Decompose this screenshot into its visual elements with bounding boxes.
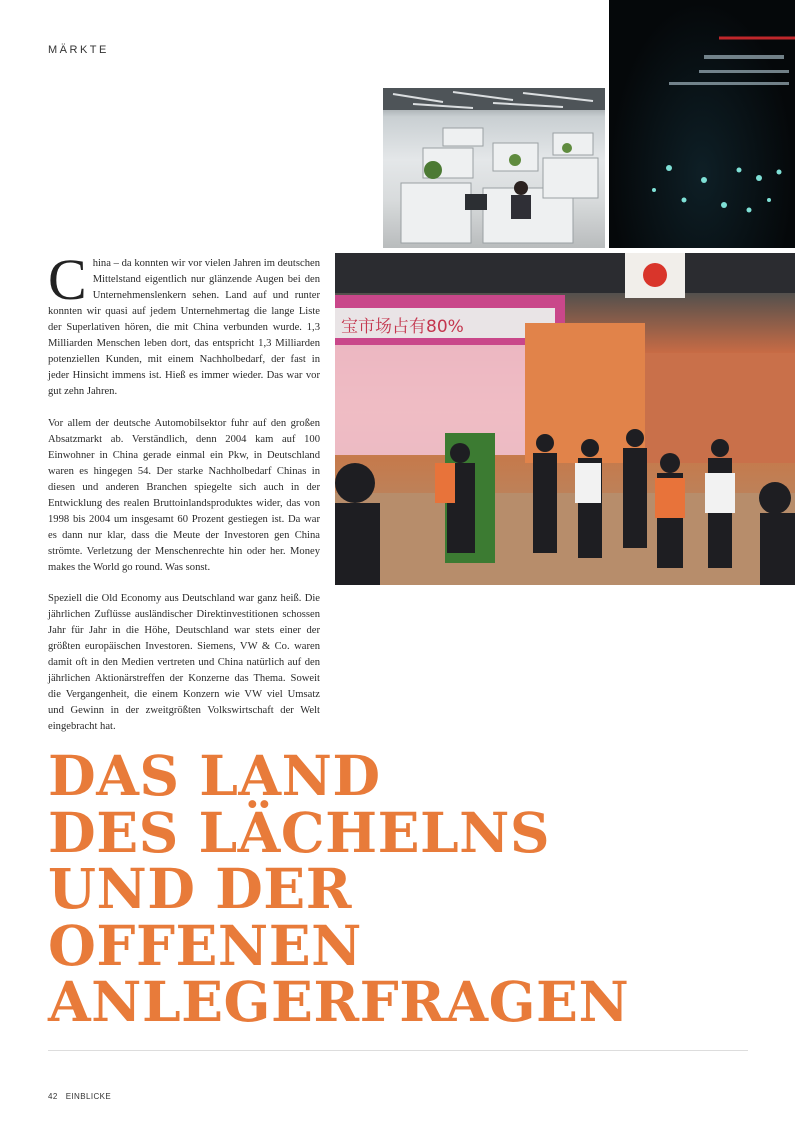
- divider-rule: [48, 1050, 748, 1051]
- article-paragraph-1-text: hina – da konnten wir vor vielen Jahren im deutschen Mittelstand eigentlich nur glänzende Augen bei den Unternehmenslenkern sehen. Land auf und runter konnten wir quasi auf jedem Unternehmertag die lange Liste der Superlativen hören, die mit China verbunden wurde. 1,3 Milliarden Menschen leben dort, das entspricht 1,3 Milliarden potenziellen Kunden, mit einem Nachholbedarf, der fast in jeder Hinsicht immens ist. Hieß es immer wieder. Das war vor gut zehn Jahren.: [48, 258, 320, 397]
- page-footer: [48, 1092, 111, 1101]
- headline-line-1: DAS LAND: [48, 743, 381, 808]
- page-number: 42: [48, 1092, 58, 1101]
- night-city-illustration: [609, 0, 795, 248]
- section-label: MÄRKTE: [48, 44, 109, 56]
- trade-fair-photo: [335, 253, 795, 585]
- trade-fair-illustration: [335, 253, 795, 585]
- headline: [48, 743, 748, 1034]
- headline-line-3: UND DER: [48, 856, 352, 921]
- publication-name: EINBLICKE: [65, 1092, 112, 1101]
- office-floor-illustration: [383, 88, 605, 248]
- drop-cap: C: [48, 247, 87, 312]
- article-paragraph-2: Vor allem der deutsche Automobilsektor fuhr auf den großen Absatzmarkt ab. Verständlich, denn 2004 kam auf 100 Einwohner in China gerade einmal ein Pkw, in Deutschland waren es hingegen 54. Der starke Nachholbedarf Chinas in diesen und anderen Branchen spiegelte sich auch in der Entwicklung des realen Bruttoinlandsproduktes wider, das von 1998 bis 2004 um insgesamt 60 Prozent gestiegen ist. Da war es dann nur klar, dass die Meute der Investoren gen China strömte. Verletzung der Menschenrechte hin oder her. Money makes the World go round. Was sonst.: [48, 418, 320, 573]
- article-paragraph-3: Speziell die Old Economy aus Deutschland war ganz heiß. Die jährlichen Zuflüsse ausländischer Direktinvestitionen schossen Jahr für Jahr in die Höhe, Deutschland war stets einer der größten europäischen Investoren. Siemens, VW & Co. waren damit oft in den Medien vertreten und China natürlich auf den jährlichen Aktionärstreffen der Konzerne das Thema. Soweit die Vergangenheit, die einem Konzern wie VW viel Umsatz und Gewinn in der zweitgrößten Volkswirtschaft der Welt eingebracht hat.: [48, 593, 320, 732]
- night-city-photo: [609, 0, 795, 248]
- headline-line-5: ANLEGERFRAGEN: [48, 969, 630, 1034]
- office-floor-photo: [383, 88, 605, 248]
- fair-sign-text: 宝市场占有80%: [341, 317, 464, 337]
- headline-line-2: DES LÄCHELNS: [48, 799, 551, 865]
- article-paragraph-1: [48, 247, 320, 400]
- headline-line-4: OFFENEN: [48, 912, 362, 978]
